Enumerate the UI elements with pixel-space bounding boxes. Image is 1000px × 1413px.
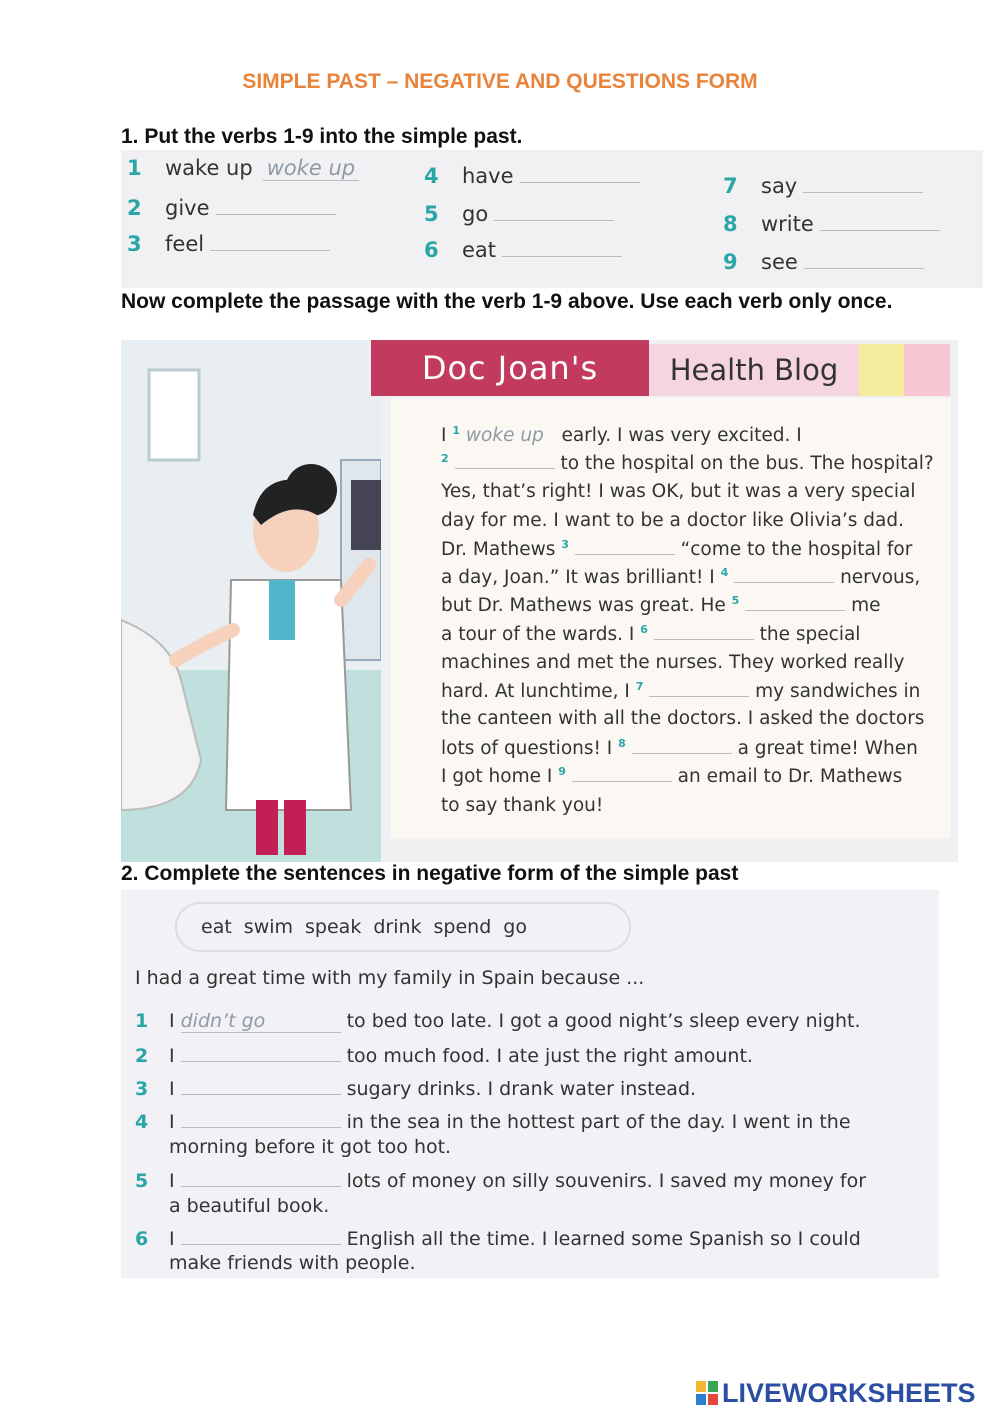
sentence-answer-5[interactable] xyxy=(181,1174,341,1187)
exercise2-heading: 2. Complete the sentences in negative form of the simple past xyxy=(121,862,739,885)
passage-line: lots of questions! I $^8$ a great time! When xyxy=(441,737,918,760)
passage-line: $^2$ to the hospital on the bus. The hospital? xyxy=(441,452,934,475)
word-bank-item: spend xyxy=(433,916,492,938)
blog-tab-pink xyxy=(904,344,950,396)
sentence-4: 4 I in the sea in the hottest part of the day. I went in the xyxy=(135,1111,851,1133)
passage-answer-9[interactable] xyxy=(572,769,672,782)
verb-item-8: 8 write xyxy=(723,212,940,236)
word-bank-item: drink xyxy=(373,916,422,938)
logo-text: LIVEWORKSHEETS xyxy=(722,1378,976,1408)
passage-line: machines and met the nurses. They worked really xyxy=(441,652,905,673)
passage-line: a tour of the wards. I $^6$ the special xyxy=(441,623,861,646)
passage-answer-7[interactable] xyxy=(649,684,749,697)
verb-answer-3[interactable] xyxy=(210,236,330,251)
word-bank-item: go xyxy=(503,916,527,938)
verb-answer-6[interactable] xyxy=(502,242,622,257)
passage-answer-3[interactable] xyxy=(575,542,675,555)
verb-item-5: 5 go xyxy=(424,202,614,226)
verb-answer-7[interactable] xyxy=(803,178,923,193)
passage-answer-8[interactable] xyxy=(632,741,732,754)
word-bank-item: eat xyxy=(201,916,232,938)
passage-answer-4[interactable] xyxy=(734,570,834,583)
passage-heading: Now complete the passage with the verb 1-9 above. Use each verb only once. xyxy=(121,290,893,313)
sentence-6: 6 I English all the time. I learned some Spanish so I could xyxy=(135,1228,861,1250)
passage-line: Dr. Mathews $^3$ “come to the hospital for xyxy=(441,538,913,561)
exercise2-panel xyxy=(121,890,939,1278)
verb-item-4: 4 have xyxy=(424,164,640,188)
sentence-3: 3 I sugary drinks. I drank water instead. xyxy=(135,1078,697,1100)
verb-item-6: 6 eat xyxy=(424,238,622,262)
sentence-5-cont: a beautiful book. xyxy=(169,1195,330,1217)
passage-line: I got home I $^9$ an email to Dr. Mathews xyxy=(441,765,903,788)
sentence-answer-2[interactable] xyxy=(181,1049,341,1062)
sentence-2: 2 I too much food. I ate just the right amount. xyxy=(135,1045,753,1067)
word-bank xyxy=(175,902,631,952)
sentence-1: 1 I didn’t go to bed too late. I got a good night’s sleep every night. xyxy=(135,1010,861,1032)
passage-line: hard. At lunchtime, I $^7$ my sandwiches in xyxy=(441,680,921,703)
sentence-answer-6[interactable] xyxy=(181,1232,341,1245)
passage-line: a day, Joan.” It was brilliant! I $^4$ nervous, xyxy=(441,566,921,589)
word-bank-item: speak xyxy=(305,916,362,938)
blog-title: Doc Joan's xyxy=(371,340,649,396)
passage-answer-6[interactable] xyxy=(654,627,754,640)
sentence-5: 5 I lots of money on silly souvenirs. I saved my money for xyxy=(135,1170,867,1192)
verb-answer-8[interactable] xyxy=(820,216,940,231)
exercise2-intro: I had a great time with my family in Spain because ... xyxy=(135,967,645,989)
verb-answer-9[interactable] xyxy=(804,254,924,269)
liveworksheets-logo xyxy=(696,1378,976,1409)
passage-line: I $^1$ woke up early. I was very excited. I xyxy=(441,424,802,447)
passage-answer-2[interactable] xyxy=(455,456,555,469)
exercise1-heading: 1. Put the verbs 1-9 into the simple past. xyxy=(121,125,523,148)
sentence-answer-3[interactable] xyxy=(181,1082,341,1095)
word-bank-item: swim xyxy=(243,916,294,938)
blog-tab-yellow xyxy=(859,344,904,396)
verb-item-1: 1 wake up woke up xyxy=(127,156,359,180)
page-title: SIMPLE PAST – NEGATIVE AND QUESTIONS FORM xyxy=(242,70,758,93)
sentence-4-cont: morning before it got too hot. xyxy=(169,1136,452,1158)
verb-answer-4[interactable] xyxy=(520,168,640,183)
passage-line: to say thank you! xyxy=(441,795,604,816)
blog-subtitle: Health Blog xyxy=(649,344,859,396)
liveworksheets-mark-icon xyxy=(696,1381,718,1405)
verb-item-7: 7 say xyxy=(723,174,923,198)
passage-line: day for me. I want to be a doctor like Olivia’s dad. xyxy=(441,510,904,531)
verb-answer-2[interactable] xyxy=(216,200,336,215)
verb-item-3: 3 feel xyxy=(127,232,330,256)
verb-list-panel xyxy=(121,150,983,288)
verb-item-2: 2 give xyxy=(127,196,336,220)
passage-line: but Dr. Mathews was great. He $^5$ me xyxy=(441,594,881,617)
verb-item-9: 9 see xyxy=(723,250,924,274)
sentence-answer-1[interactable]: didn’t go xyxy=(181,1010,341,1033)
health-blog-panel xyxy=(121,340,958,862)
verb-answer-5[interactable] xyxy=(494,206,614,221)
verb-answer-1[interactable]: woke up xyxy=(263,156,359,181)
passage-answer-1[interactable]: woke up xyxy=(465,425,544,447)
passage-line: the canteen with all the doctors. I asked the doctors xyxy=(441,708,925,729)
doctor-illustration xyxy=(121,340,381,862)
sentence-answer-4[interactable] xyxy=(181,1115,341,1128)
sentence-6-cont: make friends with people. xyxy=(169,1252,416,1274)
passage-line: Yes, that’s right! I was OK, but it was a very special xyxy=(441,481,916,502)
passage-answer-5[interactable] xyxy=(745,598,845,611)
